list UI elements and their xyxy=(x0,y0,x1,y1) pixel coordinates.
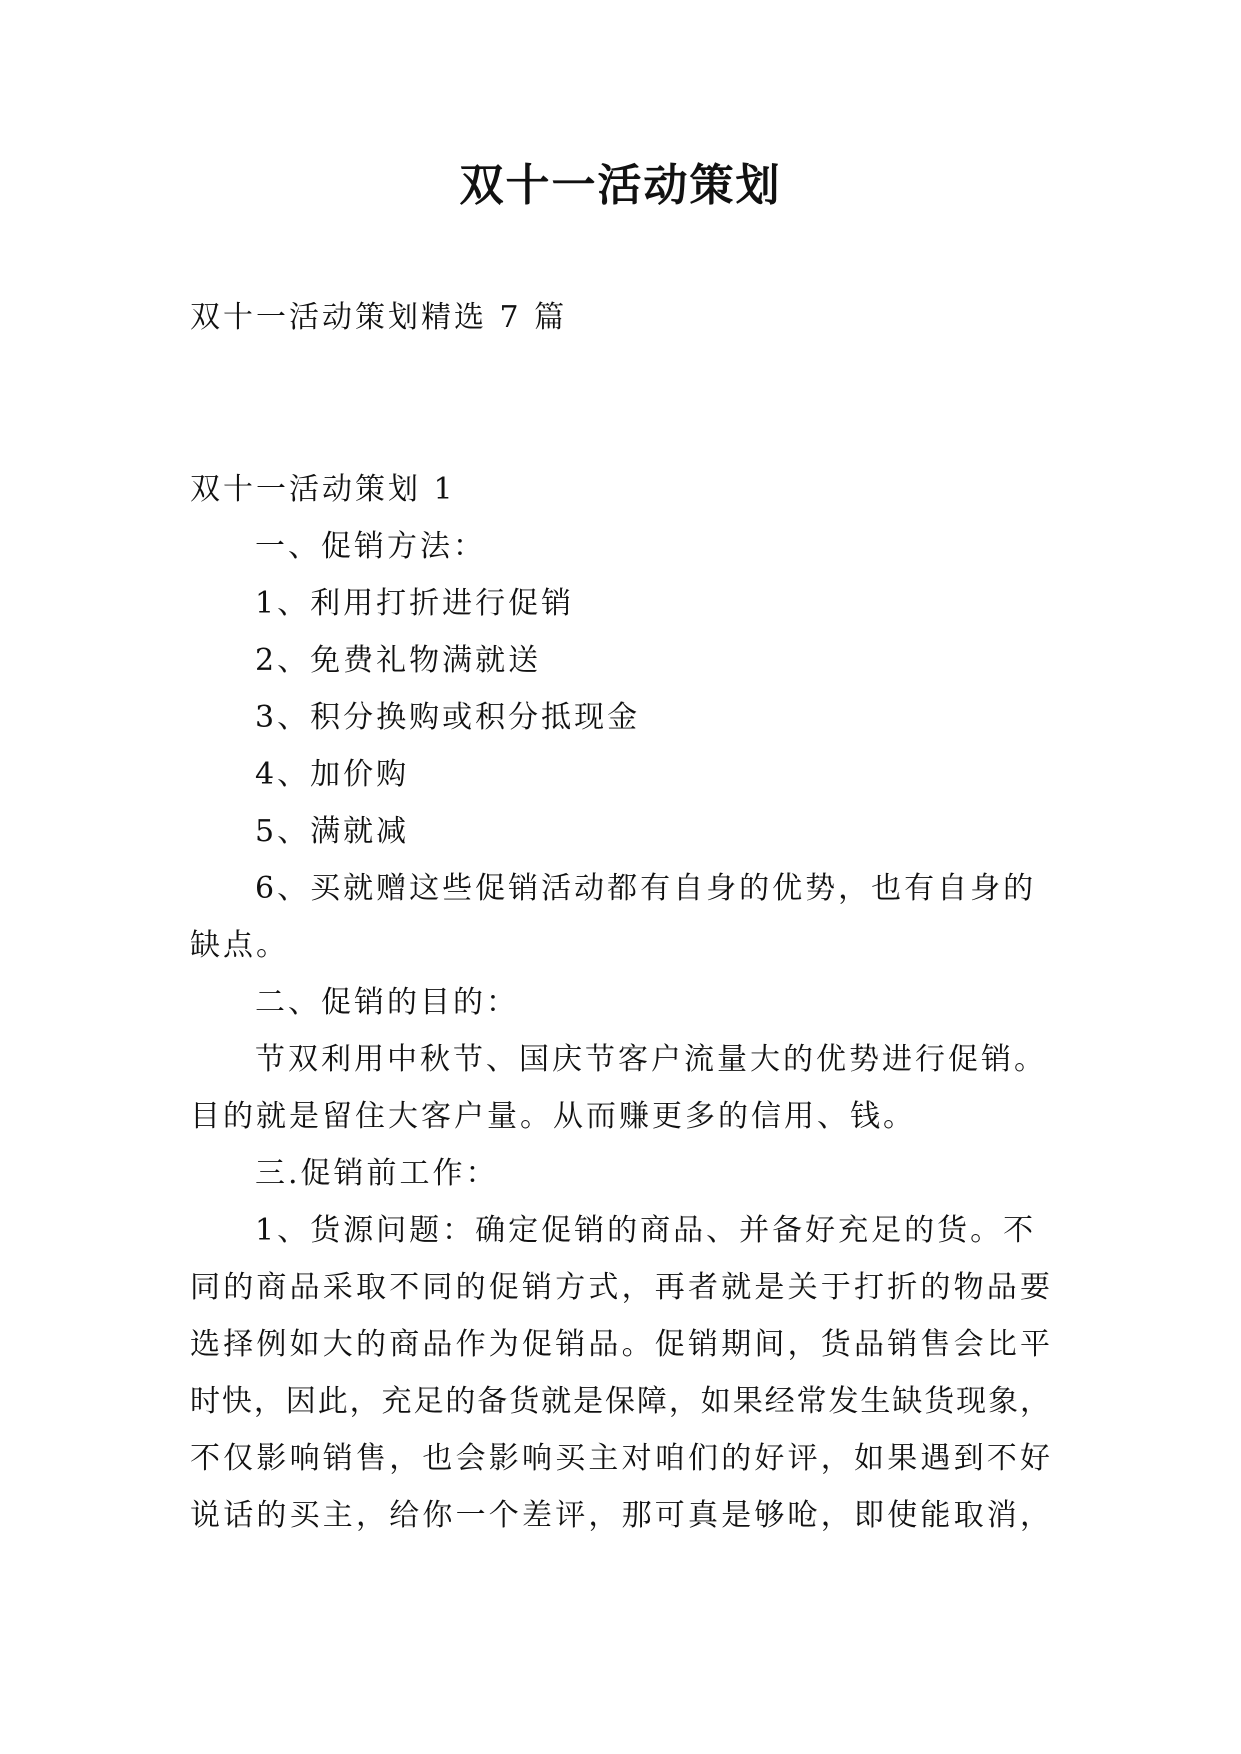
paragraph-line: 节双利用中秋节、国庆节客户流量大的优势进行促销。 xyxy=(255,1042,1047,1077)
document-subtitle: 双十一活动策划精选 7 篇 xyxy=(190,300,568,335)
list-item: 1、利用打折进行促销 xyxy=(255,586,575,621)
paragraph-line: 不仅影响销售，也会影响买主对咱们的好评，如果遇到不好 xyxy=(190,1441,1050,1476)
list-item: 6、买就赠这些促销活动都有自身的优势，也有自身的 xyxy=(255,871,1037,906)
paragraph-line: 选择例如大的商品作为促销品。促销期间，货品销售会比平 xyxy=(190,1327,1050,1362)
paragraph-line: 目的就是留住大客户量。从而赚更多的信用、钱。 xyxy=(190,1099,916,1134)
section-heading: 双十一活动策划 1 xyxy=(190,472,456,507)
paragraph-line: 说话的买主，给你一个差评，那可真是够呛，即使能取消， xyxy=(190,1498,1050,1533)
list-item: 5、满就减 xyxy=(255,814,410,849)
list-item: 4、加价购 xyxy=(255,757,410,792)
paragraph-line: 同的商品采取不同的促销方式，再者就是关于打折的物品要 xyxy=(190,1270,1050,1305)
paragraph-line: 时快，因此，充足的备货就是保障，如果经常发生缺货现象， xyxy=(190,1384,1050,1419)
paragraph-line: 缺点。 xyxy=(190,928,289,963)
heading-promotion-methods: 一、促销方法： xyxy=(255,529,486,564)
heading-pre-promotion-work: 三.促销前工作： xyxy=(255,1156,499,1191)
paragraph-line: 1、货源问题：确定促销的商品、并备好充足的货。不 xyxy=(255,1213,1037,1248)
list-item: 3、积分换购或积分抵现金 xyxy=(255,700,641,735)
heading-promotion-purpose: 二、促销的目的： xyxy=(255,985,519,1020)
list-item: 2、免费礼物满就送 xyxy=(255,643,542,678)
document-title: 双十一活动策划 xyxy=(459,160,782,211)
